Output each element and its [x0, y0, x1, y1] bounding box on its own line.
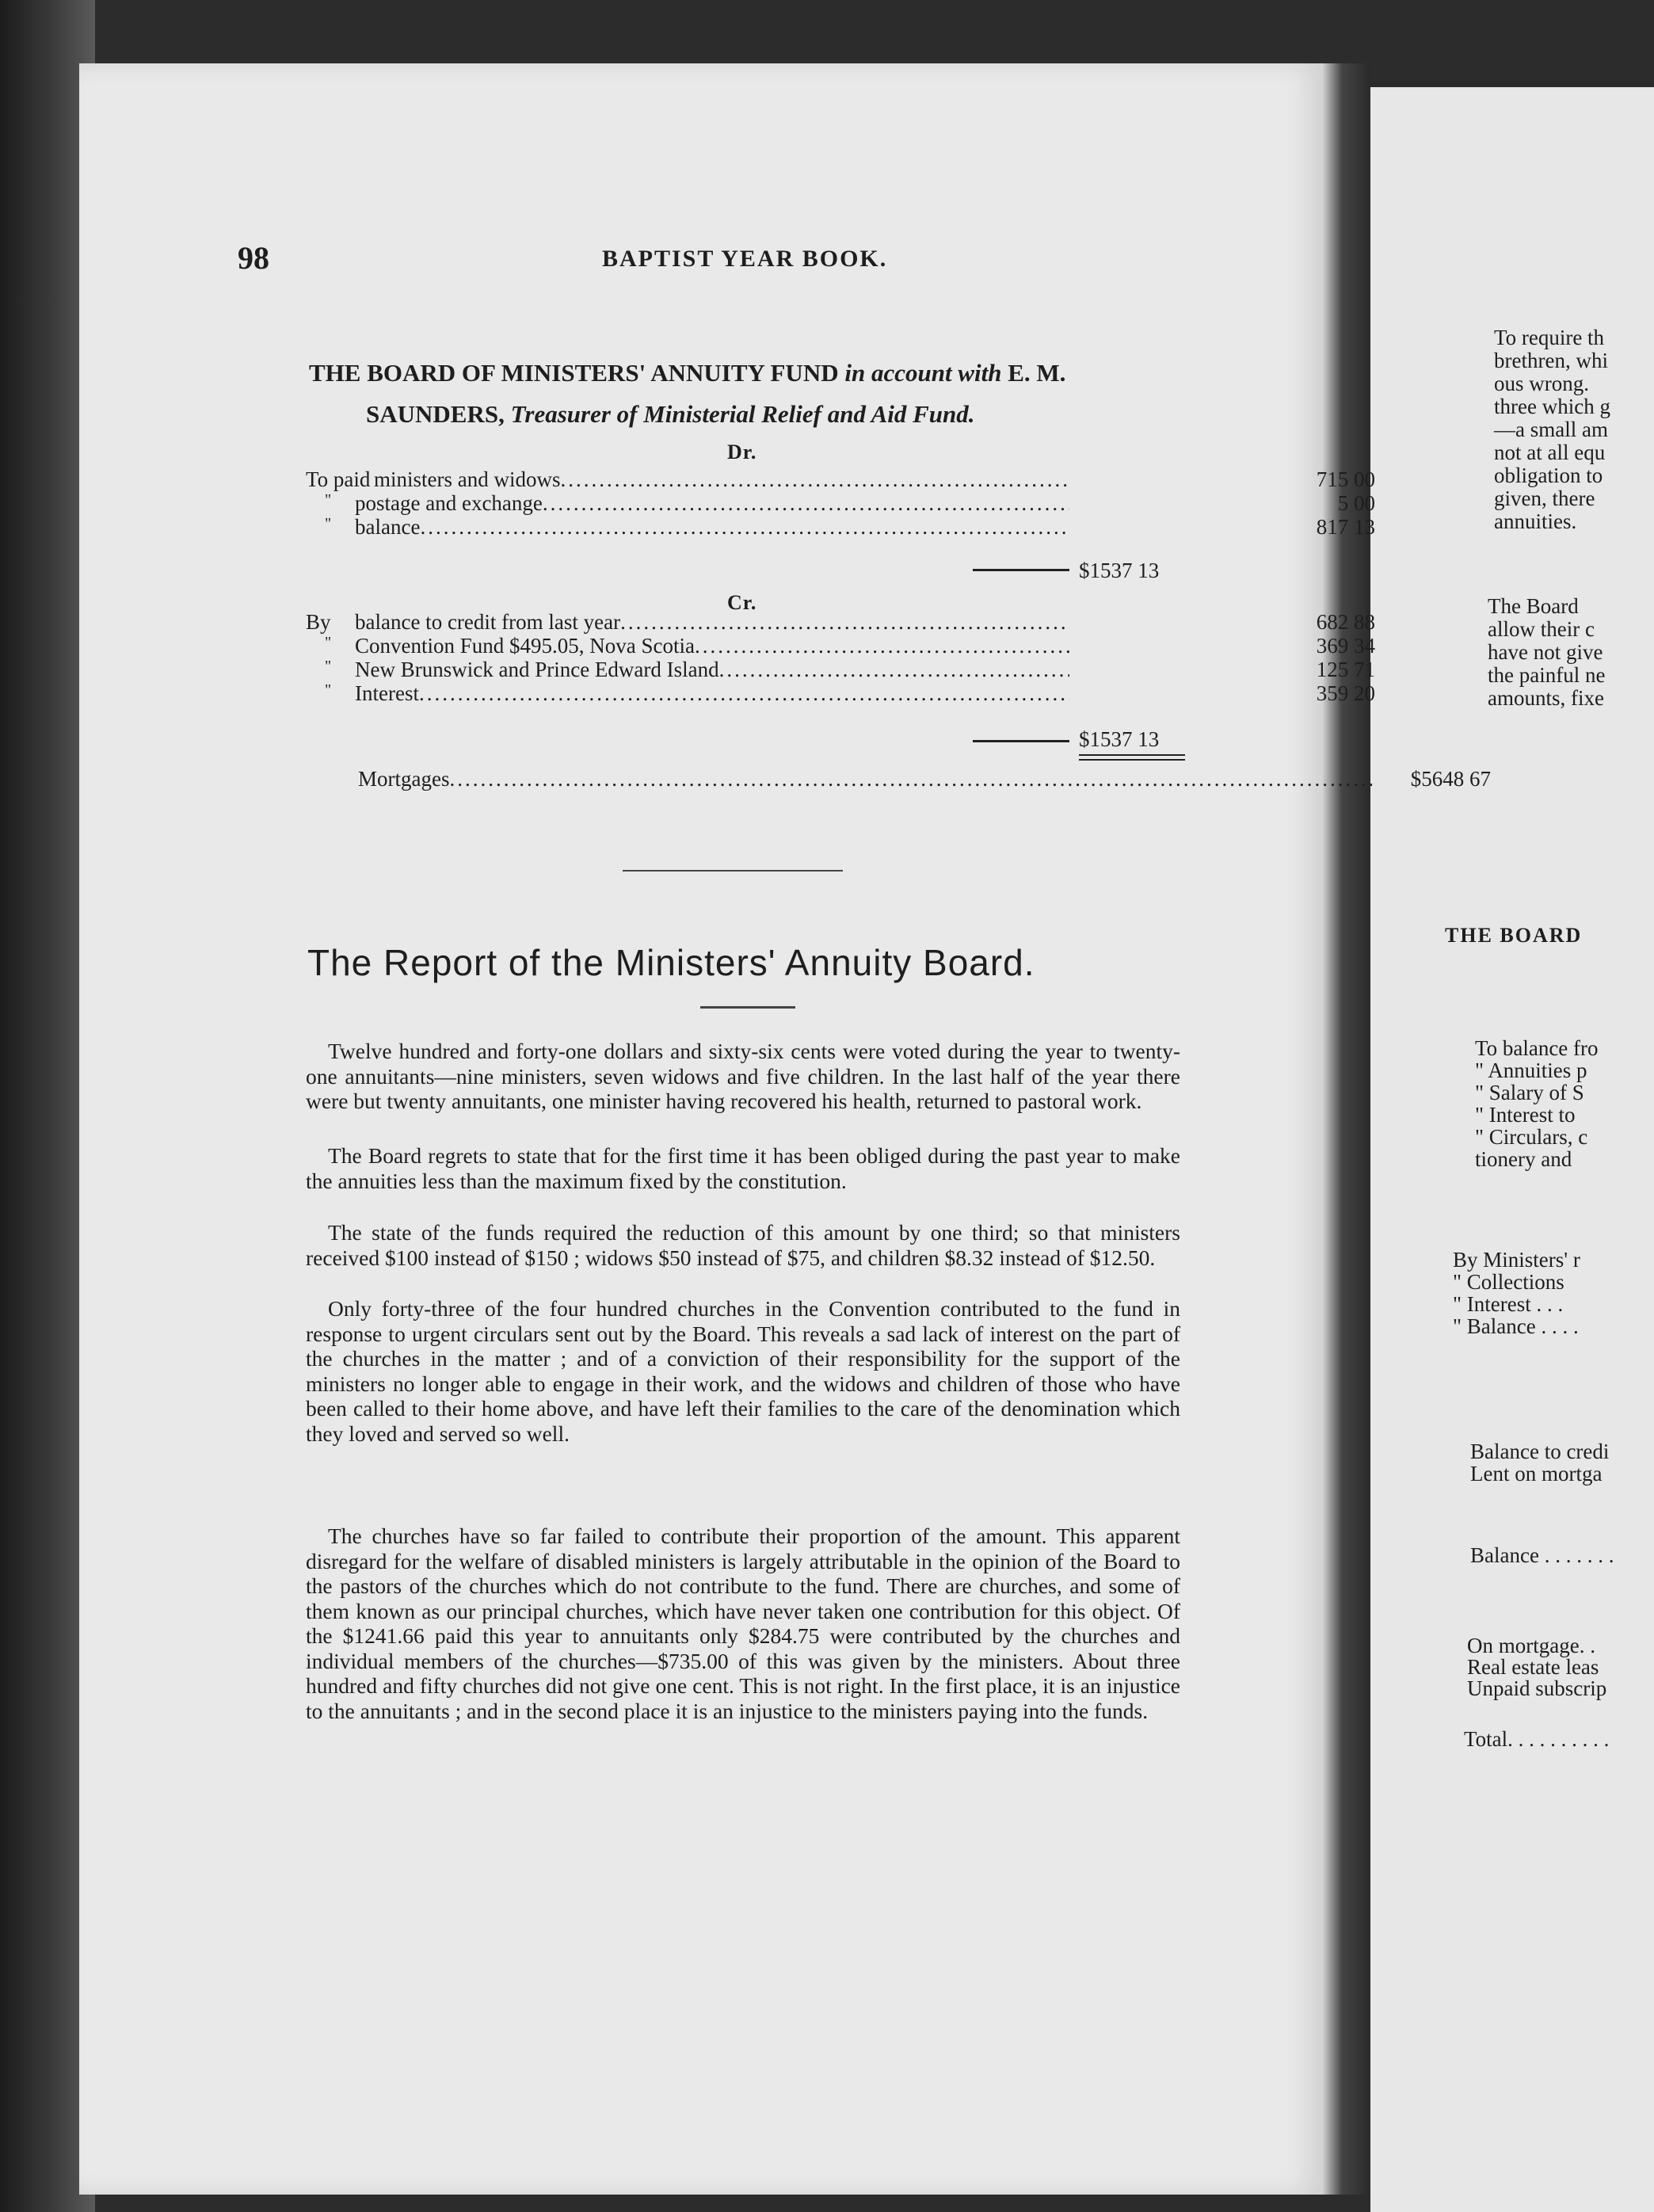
ledger-row-prefix: "	[325, 658, 332, 675]
account-title-line-1	[309, 359, 1065, 387]
right-page-line: ous wrong.	[1494, 372, 1589, 395]
ledger-row-prefix: "	[325, 491, 332, 509]
right-page-debit-line: " Annuities p	[1475, 1058, 1587, 1082]
right-page-line: have not give	[1488, 640, 1603, 664]
ledger-row-prefix: "	[325, 681, 332, 699]
section-separator-rule	[623, 870, 843, 871]
account-treasurer-name: SAUNDERS,	[366, 400, 511, 428]
right-page-line: amounts, fixe	[1488, 686, 1604, 710]
ledger-row	[306, 515, 1375, 540]
right-page-line: given, there	[1494, 486, 1595, 510]
report-paragraph: The state of the funds required the reduction of this amount by one third; so that ministers received $100 instead of $150 ; widows $50 instead of $75, and children $8.32 instead of $12.50.	[306, 1220, 1180, 1270]
report-paragraph: The Board regrets to state that for the first time it has been obliged during the past year to make the annuities less than the maximum fixed by the constitution.	[306, 1143, 1180, 1193]
report-title-underline	[700, 1006, 795, 1009]
report-title: The Report of the Ministers' Annuity Board.	[307, 942, 1035, 983]
ledger-row-label: ministers and widows .....	[374, 467, 1069, 492]
right-page-debit-line: To balance fro	[1475, 1036, 1599, 1060]
right-page-asset-line: Unpaid subscrip	[1467, 1676, 1607, 1700]
ledger-row	[306, 491, 1375, 517]
right-page-asset-line: Real estate leas	[1467, 1655, 1599, 1679]
ledger-row-prefix: To paid	[306, 467, 371, 491]
right-page-debit-line: " Interest to	[1475, 1103, 1576, 1127]
right-page-debit-line: " Salary of S	[1475, 1081, 1584, 1104]
ledger-row-prefix: "	[325, 634, 332, 651]
debit-total: $1537 13	[1079, 559, 1160, 582]
ledger-row-amount: 359 20	[1316, 681, 1375, 705]
account-title-line-2	[366, 400, 975, 429]
ledger-row-label: postage and exchange .....	[355, 491, 1069, 516]
ledger-row-label: balance .....	[355, 515, 1069, 540]
mortgages-row	[306, 767, 1491, 792]
mortgages-amount: $5648 67	[1410, 767, 1491, 791]
right-page-line: allow their c	[1488, 617, 1595, 641]
right-page-heading: THE BOARD	[1445, 924, 1583, 947]
right-page-balance-line: Lent on mortga	[1470, 1462, 1603, 1485]
right-page-credit-line: " Collections	[1453, 1270, 1564, 1294]
ledger-row-amount: 125 71	[1316, 658, 1375, 681]
running-head: BAPTIST YEAR BOOK.	[602, 246, 888, 272]
account-title-italic: in account with	[844, 359, 1002, 387]
right-page-line: three which g	[1494, 395, 1610, 418]
ledger-row	[306, 658, 1375, 683]
right-page-line: the painful ne	[1488, 663, 1606, 687]
account-treasurer-role: Treasurer of Ministerial Relief and Aid Fund.	[510, 400, 975, 428]
debit-heading: Dr.	[727, 440, 757, 463]
ledger-row-amount: 715 00	[1316, 467, 1375, 491]
report-paragraph: Twelve hundred and forty-one dollars and sixty-six cents were voted during the year to twenty-one annuitants—nine ministers, seven widows and five children. In the last half of the year there were but twenty annuitants, one minister having recovered his health, returned to pastoral work.	[306, 1039, 1180, 1113]
right-page-debit-line: " Circulars, c	[1475, 1125, 1588, 1149]
credit-subtotal-rule	[973, 740, 1069, 742]
mortgages-label: Mortgages .....	[358, 767, 1372, 791]
right-page-credit-line: By Ministers' r	[1453, 1248, 1580, 1272]
right-page-line: annuities.	[1494, 509, 1577, 533]
ledger-row	[306, 681, 1375, 707]
ledger-row-label: balance to credit from last year .....	[355, 610, 1069, 635]
credit-heading: Cr.	[727, 591, 757, 614]
credit-total: $1537 13	[1079, 727, 1160, 751]
right-page-line: To require th	[1494, 326, 1605, 349]
ledger-row-label: Convention Fund $495.05, Nova Scotia .....	[355, 634, 1069, 658]
book-page-right	[1370, 87, 1654, 2212]
right-page-line: brethren, whi	[1494, 349, 1608, 372]
credit-total-double-rule-top	[1079, 754, 1185, 756]
ledger-row-prefix: By	[306, 610, 331, 634]
ledger-row-label: Interest .....	[355, 681, 1069, 706]
right-page-line: —a small am	[1494, 418, 1608, 441]
debit-subtotal-rule	[973, 569, 1069, 571]
ledger-row-label: New Brunswick and Prince Edward Island .....	[355, 658, 1069, 682]
report-paragraph: Only forty-three of the four hundred churches in the Convention contributed to the fund in response to urgent circulars sent out by the Board. This reveals a sad lack of interest on the part of the churches in the matter ; and of a conviction of their responsibility for the support of the ministers no longer able to engage in their work, and the widows and children of those who have been called to their home above, and have left their families to the care of the denomination which they loved and served so well.	[306, 1296, 1180, 1446]
ledger-row-amount: 5 00	[1337, 491, 1375, 515]
ledger-row	[306, 467, 1375, 493]
ledger-row-amount: 817 13	[1316, 515, 1375, 539]
right-page-balance-line: Balance to credi	[1470, 1440, 1610, 1463]
page-number: 98	[238, 240, 269, 276]
right-page-credit-line: " Interest . . .	[1453, 1292, 1564, 1316]
right-page-line: not at all equ	[1494, 440, 1606, 464]
ledger-row-amount: 682 88	[1316, 610, 1375, 634]
account-title-text: THE BOARD OF MINISTERS' ANNUITY FUND	[309, 359, 845, 387]
right-page-balance-label: Balance . . . . . . .	[1470, 1543, 1614, 1567]
ledger-row	[306, 634, 1375, 659]
right-page-total-label: Total. . . . . . . . . .	[1464, 1727, 1610, 1751]
ledger-row-amount: 369 34	[1316, 634, 1375, 658]
right-page-credit-line: " Balance . . . .	[1453, 1314, 1579, 1338]
right-page-debit-line: tionery and	[1475, 1147, 1572, 1171]
report-paragraph: The churches have so far failed to contribute their proportion of the amount. This apparent disregard for the welfare of disabled ministers is largely attributable in the opinion of the Board to the pastors of the churches which do not contribute to the fund. There are churches, and some of them known as our principal churches, which have never taken one contribution for this object. Of the $1241.66 paid this year to annuitants only $284.75 were contributed by the churches and individual members of the churches—$735.00 of this was given by the ministers. About three hundred and fifty churches did not give one cent. This is not right. In the first place, it is an injustice to the annuitants ; and in the second place it is an injustice to the ministers paying into the funds.	[306, 1524, 1180, 1723]
credit-total-double-rule-bottom	[1079, 759, 1185, 761]
right-page-line: The Board	[1488, 594, 1579, 618]
ledger-row	[306, 610, 1375, 635]
account-title-name: E. M.	[1001, 359, 1066, 387]
book-gutter	[1323, 63, 1370, 2195]
right-page-asset-line: On mortgage. .	[1467, 1634, 1595, 1657]
ledger-row-prefix: "	[325, 515, 332, 532]
right-page-line: obligation to	[1494, 463, 1603, 487]
